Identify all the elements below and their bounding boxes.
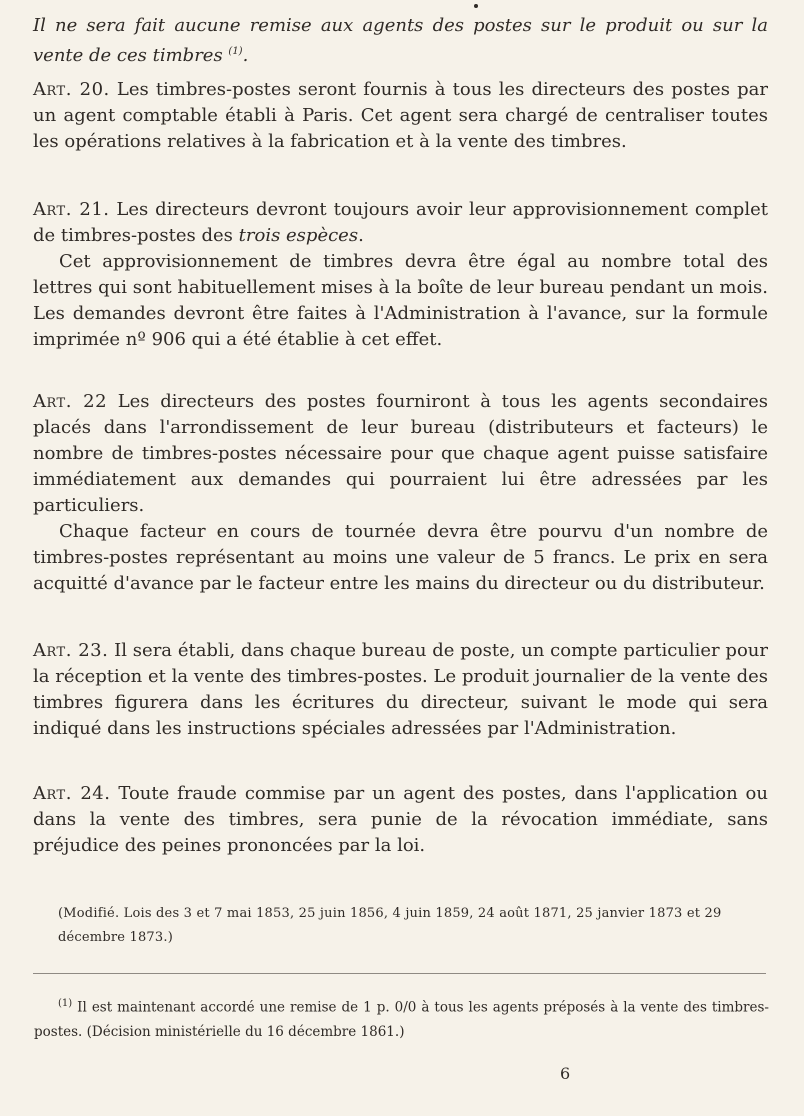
article-21-label: Art. 21. (33, 199, 110, 220)
article-21 (33, 197, 768, 353)
printed-dot-mark (474, 4, 478, 8)
article-24-text: Toute fraude commise par un agent des postes, dans l'application ou dans la vente des timbres, sera punie de la révocation immédiate, sans préjudice des peines prononcées par la loi. (33, 783, 768, 856)
article-23-label: Art. 23. (33, 640, 109, 661)
footnote-marker: (1) (58, 998, 73, 1009)
article-24 (33, 781, 768, 859)
footnote-divider (33, 973, 766, 974)
article-22-label: Art. 22 (33, 391, 108, 412)
footnote (34, 992, 769, 1044)
intro-footnote-marker: (1) (228, 46, 243, 57)
article-24-label: Art. 24. (33, 783, 111, 804)
modification-note: (Modifié. Lois des 3 et 7 mai 1853, 25 juin 1856, 4 juin 1859, 24 août 1871, 25 janvier 1873 et 29 décembre 1873.) (58, 906, 722, 945)
article-21-text: Les directeurs devront toujours avoir leur approvisionnement complet de timbres-postes des (33, 199, 768, 246)
article-23-text: Il sera établi, dans chaque bureau de poste, un compte particulier pour la réception et la vente des timbres-postes. Le produit journalier de la vente des timbres figurera dans les écritures du directeur, suivant le mode qui sera indiqué dans les instructions spéciales adressées par l'Administration. (33, 640, 768, 739)
intro-text: Il ne sera fait aucune remise aux agents des postes sur le produit ou sur la vente de ces timbres (33, 15, 768, 66)
article-20-label: Art. 20. (33, 79, 110, 100)
article-20-text: Les timbres-postes seront fournis à tous les directeurs des postes par un agent comptable établi à Paris. Cet agent sera chargé de centraliser toutes les opérations relatives à la fabrication et à la vente des timbres. (33, 79, 768, 152)
article-20 (33, 77, 768, 155)
article-21-paragraph-2: Cet approvisionnement de timbres devra être égal au nombre total des lettres qui sont habituellement mises à la boîte de leur bureau pendant un mois. Les demandes devront être faites à l'Administration à l'avance, sur la formule imprimée nº 906 qui a été établie à cet effet. (33, 251, 768, 350)
page-number: 6 (560, 1064, 571, 1083)
article-21-italic-text: trois espèces (238, 225, 359, 246)
footnote-text: Il est maintenant accordé une remise de 1 p. 0/0 à tous les agents préposés à la vente des timbres-postes. (Décision ministérielle du 16 décembre 1861.) (34, 999, 769, 1040)
article-22-paragraph-2: Chaque facteur en cours de tournée devra être pourvu d'un nombre de timbres-postes représentant au moins une valeur de 5 francs. Le prix en sera acquitté d'avance par le facteur entre les mains du directeur ou du distributeur. (33, 521, 768, 594)
article-21-text-end: . (358, 225, 364, 246)
article-22-text: Les directeurs des postes fourniront à tous les agents secondaires placés dans l'arrondissement de leur bureau (distributeurs et facteurs) le nombre de timbres-postes nécessaire pour que chaque agent puisse satisfaire immédiatement aux demandes qui pourraient lui être adressées par les particuliers. (33, 391, 768, 516)
article-23 (33, 638, 768, 742)
intro-paragraph: Il ne sera fait aucune remise aux agents des postes sur le produit ou sur la vente de ces timbres $^{(1)}$. (33, 15, 768, 66)
article-22 (33, 389, 768, 597)
